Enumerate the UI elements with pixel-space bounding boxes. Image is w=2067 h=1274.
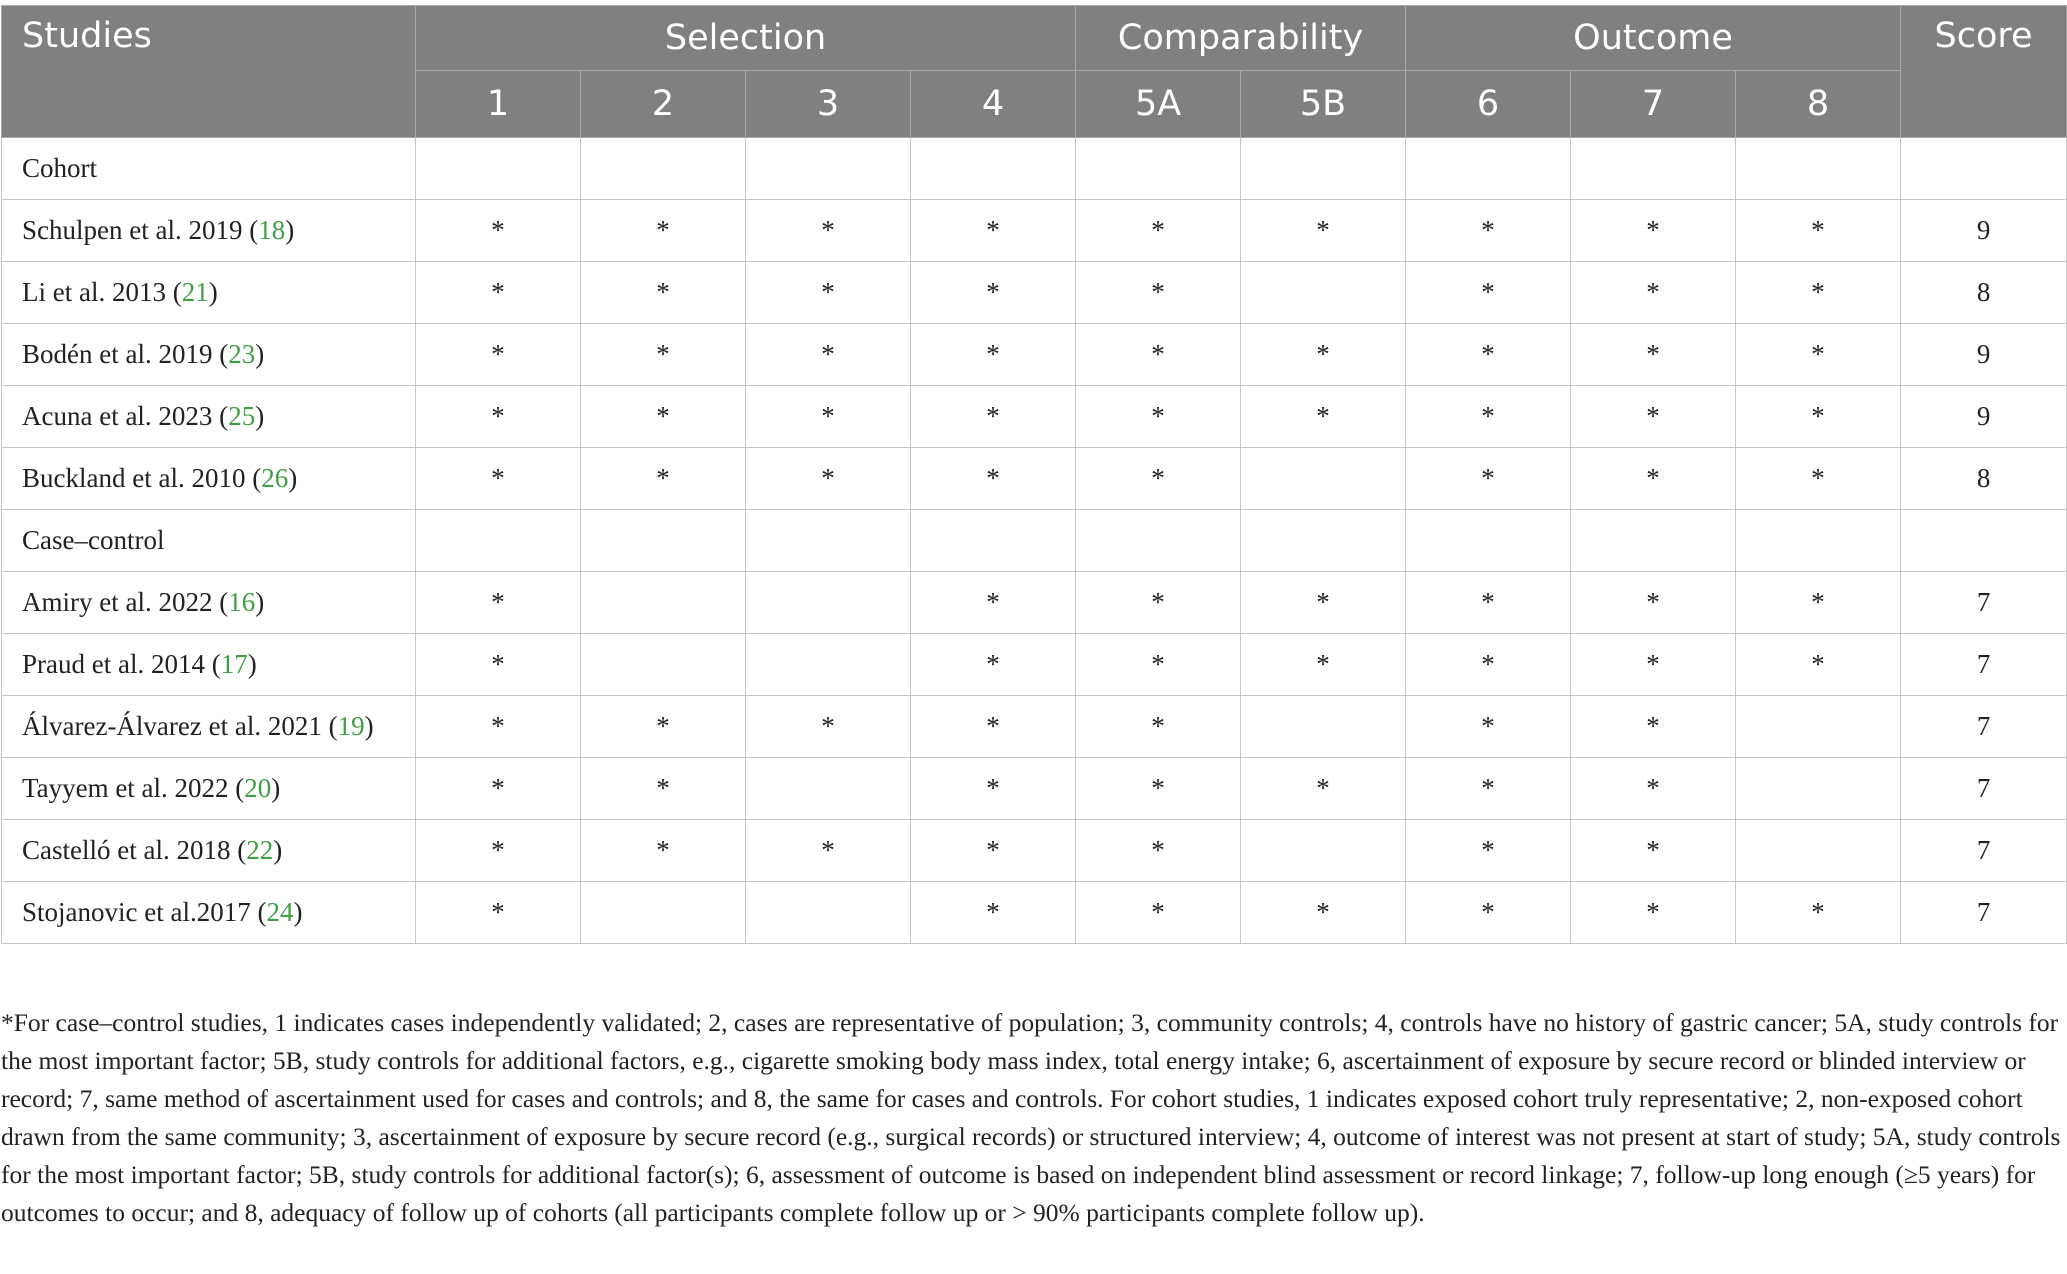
criterion-header: 3: [746, 71, 911, 138]
study-name-text: Tayyem et al. 2022 (: [22, 773, 245, 803]
star-cell: *: [1406, 882, 1571, 944]
star-cell: *: [1736, 634, 1901, 696]
score-cell: 8: [1901, 448, 2067, 510]
score-cell: 7: [1901, 572, 2067, 634]
star-cell: *: [1241, 572, 1406, 634]
score-cell: 7: [1901, 820, 2067, 882]
study-name-text: Li et al. 2013 (: [22, 277, 182, 307]
star-cell: *: [581, 758, 746, 820]
group-header: Comparability: [1076, 6, 1406, 71]
star-cell: *: [1571, 634, 1736, 696]
table-header: [2, 6, 2067, 138]
star-cell: *: [581, 448, 746, 510]
study-name-text: Stojanovic et al.2017 (: [22, 897, 267, 927]
star-cell: *: [1406, 820, 1571, 882]
table-row: [2, 262, 2067, 324]
star-cell: *: [1241, 324, 1406, 386]
star-cell: [1736, 696, 1901, 758]
star-cell: *: [1571, 820, 1736, 882]
star-cell: [581, 572, 746, 634]
score-cell: 7: [1901, 634, 2067, 696]
star-cell: *: [416, 758, 581, 820]
star-cell: *: [911, 448, 1076, 510]
star-cell: *: [1571, 758, 1736, 820]
empty-cell: [416, 138, 581, 200]
star-cell: *: [1736, 262, 1901, 324]
reference-link[interactable]: 20: [244, 773, 272, 803]
star-cell: *: [1571, 386, 1736, 448]
star-cell: *: [911, 262, 1076, 324]
star-cell: *: [746, 386, 911, 448]
empty-cell: [1571, 138, 1736, 200]
star-cell: *: [416, 386, 581, 448]
star-cell: *: [1736, 572, 1901, 634]
table-row: [2, 758, 2067, 820]
star-cell: [746, 882, 911, 944]
empty-cell: [1736, 138, 1901, 200]
star-cell: *: [746, 696, 911, 758]
empty-cell: [1571, 510, 1736, 572]
star-cell: *: [1406, 386, 1571, 448]
star-cell: [1736, 820, 1901, 882]
star-cell: [746, 572, 911, 634]
table-footnote: *For case–control studies, 1 indicates cases independently validated; 2, cases are representative of population; 3, community controls; 4, controls have no history of gastric cancer; 5A, study controls for the most important factor; 5B, study controls for additional factors, e.g., cigarette smoking body mass index, total energy intake; 6, ascertainment of exposure by secure record or blinded interview or record; 7, same method of ascertainment used for cases and controls; and 8, the same for cases and controls. For cohort studies, 1 indicates exposed cohort truly representative; 2, non-exposed cohort drawn from the same community; 3, ascertainment of exposure by secure record (e.g., surgical records) or structured interview; 4, outcome of interest was not present at start of study; 5A, study controls for the most important factor; 5B, study controls for additional factor(s); 6, assessment of outcome is based on independent blind assessment or record linkage; 7, follow-up long enough (≥5 years) for outcomes to occur; and 8, adequacy of follow up of cohorts (all participants complete follow up or > 90% participants complete follow up).: [1, 1008, 2061, 1227]
study-name: Acuna et al. 2023 (25): [2, 386, 416, 448]
table-row: [2, 448, 2067, 510]
star-cell: *: [1076, 448, 1241, 510]
study-name: Álvarez-Álvarez et al. 2021 (19): [2, 696, 416, 758]
star-cell: *: [746, 820, 911, 882]
star-cell: *: [746, 448, 911, 510]
star-cell: *: [911, 324, 1076, 386]
study-name-text: Bodén et al. 2019 (: [22, 339, 229, 369]
study-name-text: Buckland et al. 2010 (: [22, 463, 262, 493]
table-row: [2, 324, 2067, 386]
reference-link[interactable]: 25: [228, 401, 256, 431]
star-cell: *: [1076, 386, 1241, 448]
empty-cell: [746, 138, 911, 200]
star-cell: *: [1406, 324, 1571, 386]
study-name: Castelló et al. 2018 (22): [2, 820, 416, 882]
study-name: Stojanovic et al.2017 (24): [2, 882, 416, 944]
star-cell: *: [416, 696, 581, 758]
star-cell: *: [1571, 262, 1736, 324]
empty-cell: [1406, 138, 1571, 200]
study-name-text: Praud et al. 2014 (: [22, 649, 221, 679]
empty-cell: [1076, 138, 1241, 200]
star-cell: *: [1076, 324, 1241, 386]
star-cell: *: [1076, 820, 1241, 882]
score-cell: 7: [1901, 882, 2067, 944]
empty-cell: [1736, 510, 1901, 572]
empty-cell: [911, 138, 1076, 200]
star-cell: *: [1736, 386, 1901, 448]
score-cell: 9: [1901, 324, 2067, 386]
reference-link[interactable]: 23: [228, 339, 256, 369]
star-cell: *: [1076, 572, 1241, 634]
study-name-text: Castelló et al. 2018 (: [22, 835, 247, 865]
star-cell: *: [1406, 200, 1571, 262]
empty-cell: [911, 510, 1076, 572]
star-cell: *: [1076, 696, 1241, 758]
score-cell: 7: [1901, 696, 2067, 758]
quality-assessment-table: [1, 5, 2067, 944]
star-cell: *: [1241, 758, 1406, 820]
star-cell: [1241, 820, 1406, 882]
star-cell: *: [1241, 386, 1406, 448]
score-cell: 7: [1901, 758, 2067, 820]
reference-link[interactable]: 24: [266, 897, 294, 927]
star-cell: [746, 634, 911, 696]
star-cell: *: [746, 262, 911, 324]
star-cell: *: [1076, 262, 1241, 324]
star-cell: *: [1736, 882, 1901, 944]
empty-cell: [1241, 138, 1406, 200]
reference-link[interactable]: 17: [220, 649, 248, 679]
star-cell: *: [911, 758, 1076, 820]
reference-link[interactable]: 22: [246, 835, 274, 865]
star-cell: *: [581, 324, 746, 386]
empty-cell: [1901, 510, 2067, 572]
criterion-header: 2: [581, 71, 746, 138]
criterion-header: 4: [911, 71, 1076, 138]
table-body: [2, 138, 2067, 944]
star-cell: *: [1241, 200, 1406, 262]
empty-cell: [416, 510, 581, 572]
score-cell: 9: [1901, 200, 2067, 262]
star-cell: *: [416, 262, 581, 324]
score-header: Score: [1901, 6, 2067, 138]
star-cell: *: [416, 200, 581, 262]
empty-cell: [1406, 510, 1571, 572]
reference-link[interactable]: 26: [261, 463, 289, 493]
star-cell: *: [1571, 696, 1736, 758]
empty-cell: [581, 510, 746, 572]
table-row: [2, 386, 2067, 448]
criterion-header: 5A: [1076, 71, 1241, 138]
star-cell: *: [1736, 448, 1901, 510]
section-label: Cohort: [2, 138, 416, 200]
star-cell: *: [1736, 324, 1901, 386]
criterion-header: 1: [416, 71, 581, 138]
star-cell: [1241, 448, 1406, 510]
star-cell: *: [1076, 882, 1241, 944]
star-cell: *: [911, 696, 1076, 758]
star-cell: *: [1406, 262, 1571, 324]
reference-link[interactable]: 18: [258, 215, 286, 245]
star-cell: *: [1406, 696, 1571, 758]
star-cell: *: [911, 882, 1076, 944]
star-cell: [1241, 262, 1406, 324]
reference-link[interactable]: 21: [181, 277, 209, 307]
criterion-header: 6: [1406, 71, 1571, 138]
reference-link[interactable]: 19: [337, 711, 365, 741]
star-cell: *: [416, 820, 581, 882]
study-name: Schulpen et al. 2019 (18): [2, 200, 416, 262]
section-label: Case–control: [2, 510, 416, 572]
section-row: [2, 510, 2067, 572]
star-cell: *: [1571, 448, 1736, 510]
star-cell: *: [1406, 758, 1571, 820]
empty-cell: [1901, 138, 2067, 200]
star-cell: [581, 634, 746, 696]
star-cell: *: [416, 448, 581, 510]
star-cell: *: [1571, 572, 1736, 634]
study-name: Tayyem et al. 2022 (20): [2, 758, 416, 820]
star-cell: *: [581, 262, 746, 324]
star-cell: *: [746, 200, 911, 262]
star-cell: *: [416, 882, 581, 944]
star-cell: [581, 882, 746, 944]
star-cell: *: [581, 820, 746, 882]
star-cell: *: [1241, 634, 1406, 696]
study-name: Praud et al. 2014 (17): [2, 634, 416, 696]
star-cell: [1241, 696, 1406, 758]
study-name-text: Álvarez-Álvarez et al. 2021 (: [22, 711, 338, 741]
section-row: [2, 138, 2067, 200]
criterion-header: 7: [1571, 71, 1736, 138]
empty-cell: [581, 138, 746, 200]
star-cell: *: [1076, 634, 1241, 696]
star-cell: *: [911, 572, 1076, 634]
table-row: [2, 882, 2067, 944]
star-cell: *: [1571, 200, 1736, 262]
star-cell: *: [1406, 572, 1571, 634]
star-cell: *: [1736, 200, 1901, 262]
table-row: [2, 634, 2067, 696]
study-name: Amiry et al. 2022 (16): [2, 572, 416, 634]
table-row: [2, 572, 2067, 634]
star-cell: *: [911, 634, 1076, 696]
star-cell: *: [1406, 634, 1571, 696]
star-cell: *: [1571, 882, 1736, 944]
star-cell: *: [1406, 448, 1571, 510]
score-cell: 8: [1901, 262, 2067, 324]
criterion-header: 5B: [1241, 71, 1406, 138]
score-cell: 9: [1901, 386, 2067, 448]
empty-cell: [1076, 510, 1241, 572]
table-row: [2, 820, 2067, 882]
study-name-text: Acuna et al. 2023 (: [22, 401, 229, 431]
star-cell: *: [581, 696, 746, 758]
star-cell: [1736, 758, 1901, 820]
studies-header: Studies: [2, 6, 416, 138]
table-row: [2, 696, 2067, 758]
study-name-text: Amiry et al. 2022 (: [22, 587, 229, 617]
group-header: Outcome: [1406, 6, 1901, 71]
star-cell: *: [1076, 200, 1241, 262]
star-cell: *: [1076, 758, 1241, 820]
star-cell: *: [911, 820, 1076, 882]
star-cell: *: [1241, 882, 1406, 944]
study-name-text: Schulpen et al. 2019 (: [22, 215, 259, 245]
empty-cell: [746, 510, 911, 572]
criterion-header: 8: [1736, 71, 1901, 138]
empty-cell: [1241, 510, 1406, 572]
group-header: Selection: [416, 6, 1076, 71]
star-cell: *: [581, 200, 746, 262]
reference-link[interactable]: 16: [228, 587, 256, 617]
star-cell: *: [746, 324, 911, 386]
study-name: Buckland et al. 2010 (26): [2, 448, 416, 510]
star-cell: *: [911, 386, 1076, 448]
star-cell: *: [1571, 324, 1736, 386]
star-cell: *: [416, 634, 581, 696]
star-cell: *: [416, 324, 581, 386]
study-name: Bodén et al. 2019 (23): [2, 324, 416, 386]
table-row: [2, 200, 2067, 262]
star-cell: *: [416, 572, 581, 634]
study-name: Li et al. 2013 (21): [2, 262, 416, 324]
star-cell: *: [911, 200, 1076, 262]
star-cell: *: [581, 386, 746, 448]
star-cell: [746, 758, 911, 820]
